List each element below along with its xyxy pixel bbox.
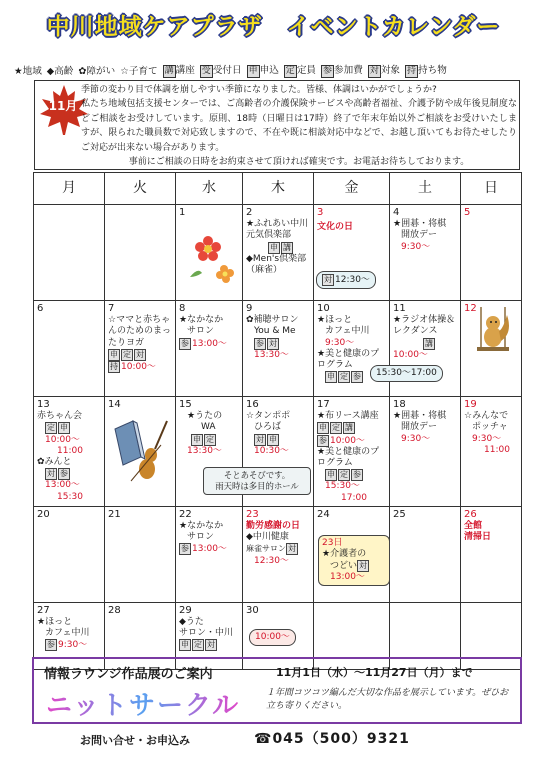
event-label: 全館 [464, 521, 483, 532]
day-number: 9 [246, 303, 253, 314]
day-cell-13 [34, 397, 105, 507]
time-label: 15:30 [57, 491, 83, 502]
day-number: 13 [37, 399, 50, 410]
event-label: 清掃日 [464, 532, 492, 543]
intro-text [81, 83, 517, 169]
day-number: 30 [246, 604, 259, 616]
tag-fee: 参 [60, 469, 68, 479]
event-label: カフェ中川 [325, 326, 370, 337]
legend-item [368, 62, 400, 78]
day-cell-5 [461, 205, 522, 301]
day-cell-12 [461, 301, 522, 397]
tag-fee: 参 [256, 338, 264, 348]
event-label: ひろば [254, 422, 282, 433]
time-label: 10:00～ [121, 362, 156, 373]
intro-line: 季節の変わり目で体調を崩しやすい季節になりました。皆様、体調はいかがでしょうか? [81, 85, 437, 95]
tag-apply: 申 [270, 242, 278, 252]
event-label: ★なかなか [179, 315, 224, 326]
day-number: 3 [317, 207, 324, 218]
legend-item [284, 62, 316, 78]
tag-lecture: 講 [425, 338, 433, 348]
legend-item [247, 62, 279, 78]
day-cell-22 [176, 506, 243, 602]
time-label: 11:00 [484, 444, 510, 455]
day-cell-10 [314, 301, 390, 397]
event-label: ★美と健康のプログラム [317, 446, 380, 469]
caregiver-meeting-box [318, 535, 390, 586]
event-label: ★ほっと [317, 315, 353, 326]
day-number: 6 [37, 303, 44, 314]
legend-item [321, 62, 363, 78]
day-number: 26 [464, 508, 477, 520]
time-pill [249, 629, 296, 646]
intro-box [34, 80, 520, 170]
event-label: WA [201, 422, 216, 433]
time-label: 17:00 [341, 492, 367, 503]
legend-text: 対象 [380, 65, 400, 76]
day-number: 11 [393, 303, 406, 314]
tag-capacity: 定 [47, 423, 55, 433]
weekday-sat: 土 [390, 173, 461, 205]
event-label: つどい [330, 560, 358, 571]
day-number: 7 [108, 303, 115, 314]
time-label: 10:00～ [255, 631, 290, 642]
weekday-sun: 日 [461, 173, 522, 205]
tag-bring: 持 [110, 362, 118, 372]
tag-apply: 申 [327, 470, 335, 480]
day-number: 23 [246, 508, 259, 520]
legend-text: 申込 [259, 65, 279, 76]
day-number: 21 [108, 508, 121, 520]
event-label: ☆タンポポ [246, 411, 291, 422]
day-cell-3 [314, 205, 390, 301]
contact-label: お問い合せ・お申込み [80, 734, 190, 747]
day-cell-11 [376, 301, 461, 397]
day-number: 16 [246, 399, 259, 410]
time-label: 9:30～ [325, 337, 355, 348]
time-label: 10:00～ [393, 349, 428, 360]
legend-item [14, 63, 42, 77]
day-number: 8 [179, 303, 186, 314]
tag-apply: 申 [327, 372, 335, 382]
outdoor-note [203, 467, 311, 495]
legend-mark: ☆ [120, 66, 129, 77]
time-label: 13:00～ [45, 480, 80, 491]
exhibition-title: 情報ラウンジ作品展のご案内 [44, 667, 213, 682]
tag-apply: 申 [319, 423, 327, 433]
time-label: 12:30～ [254, 555, 289, 566]
day-cell-14 [105, 397, 176, 507]
tag-fee: 参 [353, 372, 361, 382]
day-cell-7 [105, 301, 176, 397]
legend-text: 地域 [22, 66, 42, 77]
event-label: ★ふれあい中川元気倶楽部 [246, 219, 309, 241]
knit-circle-logo: ニットサークル [46, 685, 240, 722]
event-label: ★布リース講座 [317, 411, 379, 422]
day-cell-8 [176, 301, 243, 397]
legend-item [120, 63, 157, 77]
day-cell-20 [34, 506, 105, 602]
day-number: 20 [37, 508, 50, 520]
event-label: 開放デー [401, 230, 438, 241]
exhibition-banner [32, 657, 522, 724]
day-number: 10 [317, 303, 330, 314]
legend-text: 定員 [296, 65, 316, 76]
time-label: 13:30～ [254, 349, 289, 360]
legend-box: 定 [285, 66, 295, 76]
intro-line: 事前にご相談の日時をお約束させて頂ければ確実です。お電話お待ちしております。 [128, 157, 470, 168]
day-number: 18 [393, 399, 406, 410]
day-number: 17 [317, 399, 330, 410]
legend-text: 子育て [128, 66, 158, 77]
event-label: ★美と健康のプログラム [317, 348, 380, 371]
day-cell-17 [314, 397, 390, 507]
tag-capacity: 定 [123, 349, 131, 359]
day-number: 19 [464, 399, 477, 410]
time-label: 13:00～ [192, 544, 227, 555]
event-label: ✿補聴サロン [246, 315, 299, 326]
legend-box: 申 [248, 66, 258, 76]
event-label: サロン [187, 532, 215, 543]
tag-apply: 申 [110, 349, 118, 359]
squirrel-swing-illustration-icon [471, 307, 515, 367]
tag-apply: 申 [181, 640, 189, 650]
time-label: 10:30～ [254, 445, 289, 456]
event-label: カフェ中川 [45, 628, 90, 639]
event-label: ★なかなか [179, 521, 224, 532]
day-cell-23 [243, 506, 314, 602]
day-cell-6 [34, 301, 105, 397]
time-pill [370, 365, 443, 382]
note-line: 雨天時は多目的ホール [215, 481, 299, 491]
legend [14, 62, 540, 78]
day-cell-26 [461, 506, 522, 602]
event-label: ★囲碁・将棋 [393, 219, 447, 230]
holiday-label: 勤労感謝の日 [246, 521, 301, 532]
legend-text: 受付日 [212, 65, 242, 76]
event-label: ポッチャ [472, 422, 508, 433]
tag-target: 対 [324, 275, 332, 284]
time-label: 13:00～ [330, 571, 365, 582]
tag-target: 対 [269, 338, 277, 348]
weekday-thu: 木 [243, 173, 314, 205]
day-number: 27 [37, 604, 50, 616]
day-cell-21 [105, 506, 176, 602]
day-cell-4 [390, 205, 461, 301]
legend-box: 講 [164, 66, 174, 76]
tag-capacity: 定 [332, 423, 340, 433]
tag-fee: 参 [319, 435, 327, 445]
intro-line: 私たち地域包括支援センターでは、ご高齢者の介護保険サービスや高齢者福祉、介護予防や成年後見制度などご相談をお受けしています。原則、18時（日曜日は17時）終了で年末年始以外ご相談をお受けいたしますが、限られた職員数で対応致しますので、不在や既に相談対応中などで、お越し頂いてもお待たせしたりご対応が出来ない場合があります。 [81, 99, 517, 153]
legend-item [405, 62, 447, 78]
tag-target: 対 [47, 469, 55, 479]
time-label: 11:00 [57, 445, 83, 456]
day-number: 4 [393, 207, 400, 218]
day-cell-9 [243, 301, 314, 397]
legend-box: 持 [407, 66, 417, 76]
tag-apply: 申 [60, 423, 68, 433]
day-number: 24 [317, 508, 330, 520]
time-label: 9:30～ [401, 433, 431, 444]
event-label: サロン [187, 326, 215, 337]
legend-text: 障がい [86, 66, 116, 77]
legend-mark: ★ [14, 66, 23, 77]
tag-fee: 参 [181, 338, 189, 348]
day-number: 5 [464, 207, 471, 218]
day-number: 28 [108, 604, 121, 616]
tag-apply: 申 [193, 434, 201, 444]
legend-item [163, 62, 195, 78]
event-label: ★うたの [187, 411, 223, 422]
time-label: 9:30～ [401, 241, 431, 252]
day-cell-2 [243, 205, 314, 301]
day-number: 1 [179, 207, 186, 218]
day-cell-19 [461, 397, 522, 507]
tag-lecture: 講 [283, 242, 291, 252]
event-label: 赤ちゃん会 [37, 411, 83, 422]
day-cell-25 [390, 506, 461, 602]
legend-item [200, 62, 242, 78]
day-cell-16 [215, 397, 314, 507]
day-number: 2 [246, 207, 253, 218]
legend-item [47, 63, 74, 77]
event-label: ◆中川健康 [246, 532, 289, 543]
day-number: 15 [179, 399, 192, 410]
event-label: ◆Men's倶楽部（麻雀） [246, 253, 307, 276]
day-number: 25 [393, 508, 406, 520]
time-label: 10:00～ [45, 434, 80, 445]
tag-capacity: 定 [206, 434, 214, 444]
event-label: ✿みんと [37, 457, 72, 468]
time-label: 9:30～ [472, 433, 502, 444]
event-label: You & Me [254, 326, 296, 337]
month-badge: 11月 [48, 99, 78, 113]
event-label: ★囲碁・将棋 [393, 411, 447, 422]
day-number: 22 [179, 508, 192, 520]
weekday-wed: 水 [176, 173, 243, 205]
event-label: サロン・中川 [179, 628, 234, 639]
note-line: そとあそびです。 [223, 470, 291, 480]
calendar [33, 172, 522, 670]
tag-target: 対 [136, 349, 144, 359]
event-label: ☆ママと赤ちゃんのためのまったりヨガ [108, 315, 172, 348]
legend-box: 対 [369, 66, 379, 76]
legend-mark: ◆ [46, 66, 55, 77]
tag-target: 対 [256, 434, 264, 444]
time-label: 13:00～ [192, 338, 227, 349]
event-label: 開放デー [401, 422, 438, 433]
exhibition-desc: １年間コツコツ編んだ大切な作品を展示しています。ぜひお立ち寄りください。 [266, 688, 509, 711]
day-cell-1 [176, 205, 243, 301]
legend-item [78, 63, 115, 77]
book-violin-illustration-icon [111, 415, 171, 485]
exhibition-date: 11月1日（水）～11月27日（月）まで [276, 666, 473, 679]
event-label: ☆みんなで [464, 411, 509, 422]
time-label: 10:00～ [330, 435, 365, 446]
legend-mark: ✿ [78, 66, 87, 77]
phone-number: ☎045（500）9321 [254, 731, 410, 747]
tag-target: 対 [359, 560, 368, 570]
tag-target: 対 [288, 544, 296, 554]
page-title: 中川地域ケアプラザ イベントカレンダー [46, 14, 501, 40]
event-label: ★介護者の [322, 548, 367, 559]
tag-target: 対 [207, 640, 215, 650]
tag-capacity: 定 [194, 640, 202, 650]
time-pill [316, 271, 376, 289]
tag-fee: 参 [181, 544, 189, 554]
day-number: 14 [108, 399, 121, 410]
box-day: 23日 [322, 537, 343, 548]
tag-capacity: 定 [340, 470, 348, 480]
tag-apply: 申 [269, 434, 277, 444]
weekday-tue: 火 [105, 173, 176, 205]
empty-cell [34, 205, 105, 301]
event-label: ★ラジオ体操＆レクダンス [393, 315, 456, 337]
event-label: ★ほっと [37, 617, 73, 628]
legend-text: 高齢 [54, 66, 74, 77]
weekday-header [34, 173, 522, 205]
day-number: 29 [179, 604, 192, 616]
day-cell-24 [314, 506, 390, 602]
day-cell-18 [390, 397, 461, 507]
time-label: 15:30～ [325, 481, 360, 492]
weekday-fri: 金 [314, 173, 390, 205]
tag-fee: 参 [353, 470, 361, 480]
tag-fee: 参 [47, 640, 55, 650]
event-label: ◆うた [179, 617, 204, 628]
time-label: 13:30～ [187, 445, 222, 456]
legend-text: 講座 [175, 65, 195, 76]
time-label: 15:30～17:00 [376, 368, 437, 378]
empty-cell [105, 205, 176, 301]
event-label: 麻雀サロン [246, 544, 286, 554]
weekday-mon: 月 [34, 173, 105, 205]
tag-lecture: 講 [345, 423, 353, 433]
time-label: 9:30～ [58, 640, 88, 651]
flower-illustration-icon [180, 225, 240, 285]
legend-text: 参加費 [334, 65, 363, 76]
legend-box: 参 [323, 66, 333, 76]
day-number: 12 [464, 303, 477, 314]
legend-text: 持ち物 [418, 65, 447, 76]
tag-capacity: 定 [340, 372, 348, 382]
legend-box: 受 [201, 66, 211, 76]
holiday-label: 文化の日 [317, 222, 354, 233]
time-label: 12:30～ [335, 275, 370, 285]
